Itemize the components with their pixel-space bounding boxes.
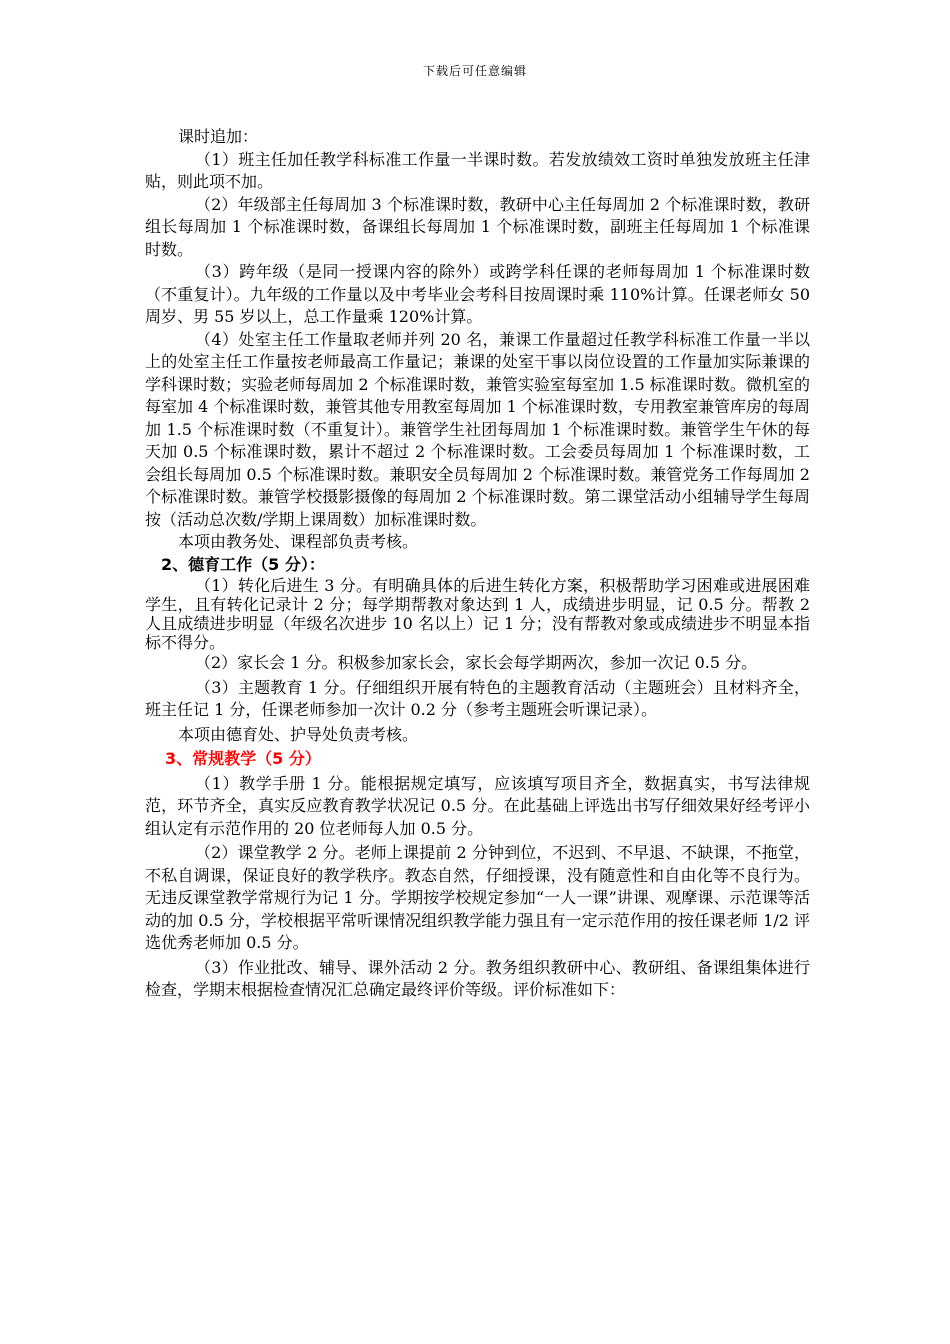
paragraph-4: （4）处室主任工作量取老师并列 20 名，兼课工作量超过任教学科标准工作量一半以上的处室主任工作量按老师最高工作量记；兼课的处室干事以岗位设置的工作量加实际兼课的学科课时数；实验老师每周加 2 个标准课时数，兼管实验室每室加 1.5 标准课时数。微机室的每室加 4 个标准课时数，兼管其他专用教室每周加 1 个标准课时数，专用教室兼管库房的每周加 1.5 个标准课时数（不重复计）。兼管学生社团每周加 1 个标准课时数。兼管学生午休的每天加 0.5 个标准课时数，累计不超过 2 个标准课时数。工会委员每周加 1 个标准课时数，工会组长每周加 0.5 个标准课时数。兼职安全员每周加 2 个标准课时数。兼管党务工作每周加 2 个标准课时数。兼管学校摄影摄像的每周加 2 个标准课时数。第二课堂活动小组辅导学生每周按（活动总次数/学期上课周数）加标准课时数。 <box>145 329 810 529</box>
paragraph-1: （1）班主任加任教学科标准工作量一半课时数。若发放绩效工资时单独发放班主任津贴，则此项不加。 <box>145 149 810 191</box>
paragraph-responsibility-2: 本项由德育处、护导处负责考核。 <box>178 724 419 744</box>
document-body <box>145 126 810 1002</box>
paragraph-2: （2）年级部主任每周加 3 个标准课时数，教研中心主任每周加 2 个标准课时数，教研组长每周加 1 个标准课时数，备课组长每周加 1 个标准课时数，副班主任每周加 1 个标准课时数。 <box>145 194 810 259</box>
section-heading-moral-education: 2、德育工作（5 分）： <box>161 554 325 574</box>
paragraph-responsibility-1: 本项由教务处、课程部负责考核。 <box>178 532 419 551</box>
paragraph-moral-1: （1）转化后进生 3 分。有明确具体的后进生转化方案，积极帮助学习困难或进展困难学生，且有转化记录计 2 分；每学期帮教对象达到 1 人，成绩进步明显，记 0.5 分。帮教 2 人且成绩进步明显（年级名次进步 10 名以上）记 1 分；没有帮教对象或成绩进步不明显本指标不得分。 <box>145 576 810 652</box>
paragraph-moral-2: （2）家长会 1 分。积极参加家长会，家长会每学期两次，参加一次记 0.5 分。 <box>195 653 758 672</box>
paragraph-moral-3: （3）主题教育 1 分。仔细组织开展有特色的主题教育活动（主题班会）且材料齐全，班主任记 1 分，任课老师参加一次计 0.2 分（参考主题班会听课记录）。 <box>145 677 810 719</box>
paragraph-teaching-3: （3）作业批改、辅导、课外活动 2 分。教务组织教研中心、教研组、备课组集体进行检查，学期末根据检查情况汇总确定最终评价等级。评价标准如下： <box>145 957 810 999</box>
page-header: 下载后可任意编辑 <box>422 64 527 78</box>
paragraph-intro: 课时追加： <box>178 127 259 146</box>
paragraph-teaching-2: （2）课堂教学 2 分。老师上课提前 2 分钟到位，不迟到、不早退、不缺课，不拖堂，不私自调课，保证良好的教学秩序。教态自然，仔细授课，没有随意性和自由化等不良行为。无违反课堂教学常规行为记 1 分。学期按学校规定参加“一人一课”讲课、观摩课、示范课等活动的加 0.5 分，学校根据平常听课情况组织教学能力强且有一定示范作用的按任课老师 1/2 评选优秀老师加 0.5 分。 <box>145 843 810 952</box>
section-heading-routine-teaching: 3、常规教学（5 分） <box>165 749 321 768</box>
paragraph-3: （3）跨年级（是同一授课内容的除外）或跨学科任课的老师每周加 1 个标准课时数（不重复计）。九年级的工作量以及中考毕业会考科目按周课时乘 110%计算。任课老师女 50 周岁、男 55 岁以上，总工作量乘 120%计算。 <box>145 262 810 326</box>
paragraph-teaching-1: （1）教学手册 1 分。能根据规定填写，应该填写项目齐全，数据真实，书写法律规范，环节齐全，真实反应教育教学状况记 0.5 分。在此基础上评选出书写仔细效果好经考评小组认定有示范作用的 20 位老师每人加 0.5 分。 <box>145 773 810 838</box>
